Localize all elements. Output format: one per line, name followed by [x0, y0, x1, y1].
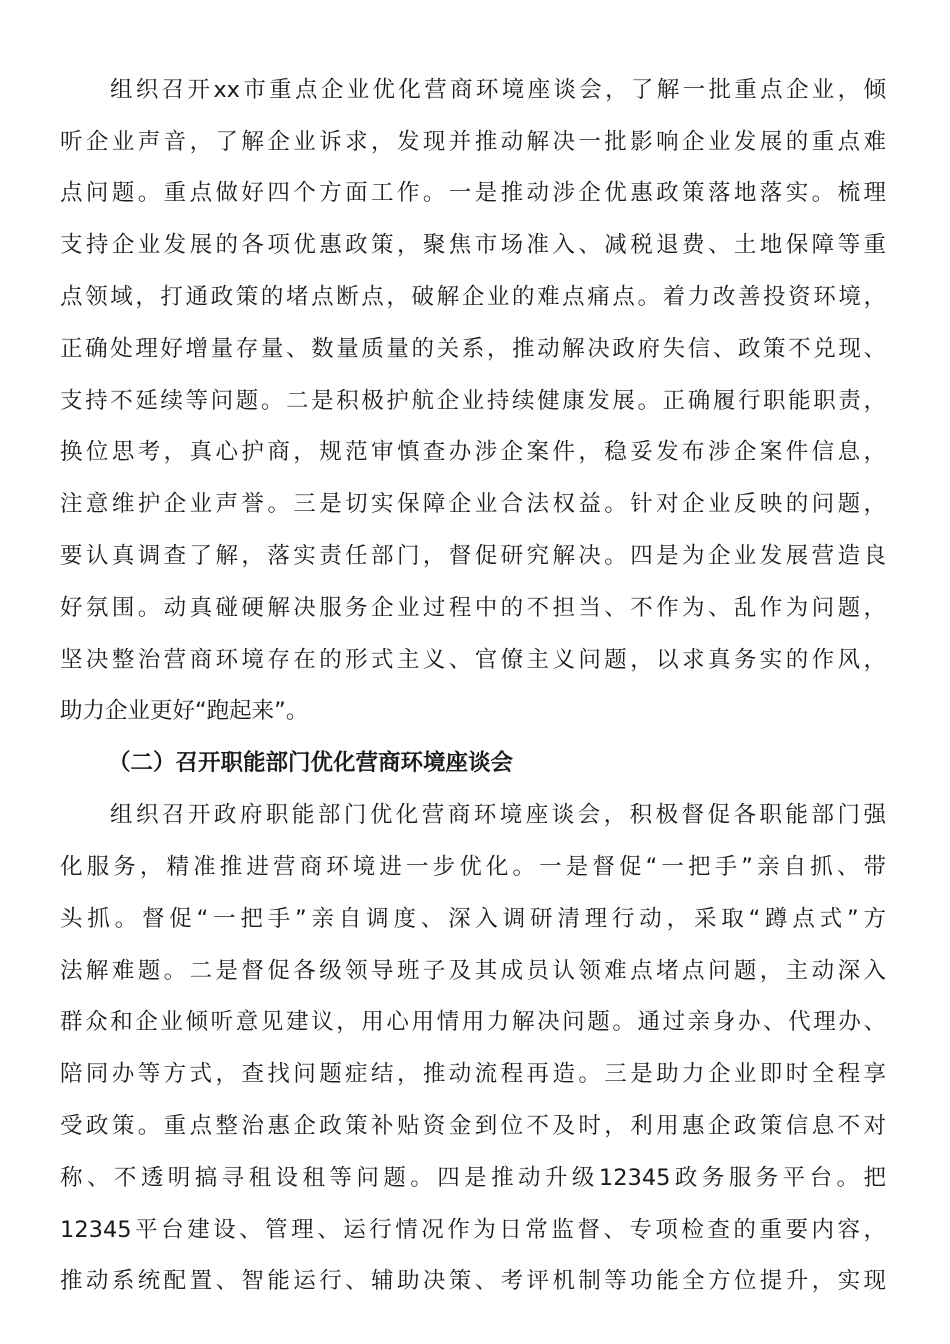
paragraph-line: 支持不延续等问题。二是积极护航企业持续健康发展。正确履行职能职责， [60, 388, 886, 414]
section-heading: （二）召开职能部门优化营商环境座谈会 [108, 750, 514, 776]
paragraph-line: 头抓。督促“一把手”亲自调度、深入调研清理行动，采取“蹲点式”方 [60, 906, 886, 932]
paragraph-line: 要认真调查了解，落实责任部门，督促研究解决。四是为企业发展营造良 [60, 543, 886, 569]
paragraph-line: 称、不透明搞寻租设租等问题。四是推动升级12345政务服务平台。把 [60, 1165, 886, 1191]
paragraph-line: 推动系统配置、智能运行、辅助决策、考评机制等功能全方位提升，实现 [60, 1268, 886, 1294]
paragraph-line: 注意维护企业声誉。三是切实保障企业合法权益。针对企业反映的问题， [60, 491, 886, 517]
paragraph-line: 正确处理好增量存量、数量质量的关系，推动解决政府失信、政策不兑现、 [60, 336, 886, 362]
paragraph-line: 助力企业更好“跑起来”。 [60, 698, 309, 724]
paragraph-line: 坚决整治营商环境存在的形式主义、官僚主义问题，以求真务实的作风， [60, 647, 886, 673]
paragraph-line: 听企业声音，了解企业诉求，发现并推动解决一批影响企业发展的重点难 [60, 129, 886, 155]
paragraph-line: 组织召开政府职能部门优化营商环境座谈会，积极督促各职能部门强 [110, 802, 886, 828]
paragraph-line: 换位思考，真心护商，规范审慎查办涉企案件，稳妥发布涉企案件信息， [60, 439, 886, 465]
paragraph-line: 陪同办等方式，查找问题症结，推动流程再造。三是助力企业即时全程享 [60, 1061, 886, 1087]
paragraph-line: 点领域，打通政策的堵点断点，破解企业的难点痛点。着力改善投资环境， [60, 284, 886, 310]
paragraph-line: 支持企业发展的各项优惠政策，聚焦市场准入、减税退费、土地保障等重 [60, 232, 886, 258]
paragraph-line: 群众和企业倾听意见建议，用心用情用力解决问题。通过亲身办、代理办、 [60, 1009, 886, 1035]
paragraph-line: 好氛围。动真碰硬解决服务企业过程中的不担当、不作为、乱作为问题， [60, 595, 886, 621]
paragraph-line: 受政策。重点整治惠企政策补贴资金到位不及时，利用惠企政策信息不对 [60, 1113, 886, 1139]
paragraph-line: 点问题。重点做好四个方面工作。一是推动涉企优惠政策落地落实。梳理 [60, 180, 886, 206]
paragraph-line: 组织召开xx市重点企业优化营商环境座谈会，了解一批重点企业，倾 [110, 77, 886, 103]
paragraph-line: 化服务，精准推进营商环境进一步优化。一是督促“一把手”亲自抓、带 [60, 854, 886, 880]
paragraph-line: 法解难题。二是督促各级领导班子及其成员认领难点堵点问题，主动深入 [60, 958, 886, 984]
paragraph-line: 12345平台建设、管理、运行情况作为日常监督、专项检查的重要内容， [60, 1217, 886, 1243]
